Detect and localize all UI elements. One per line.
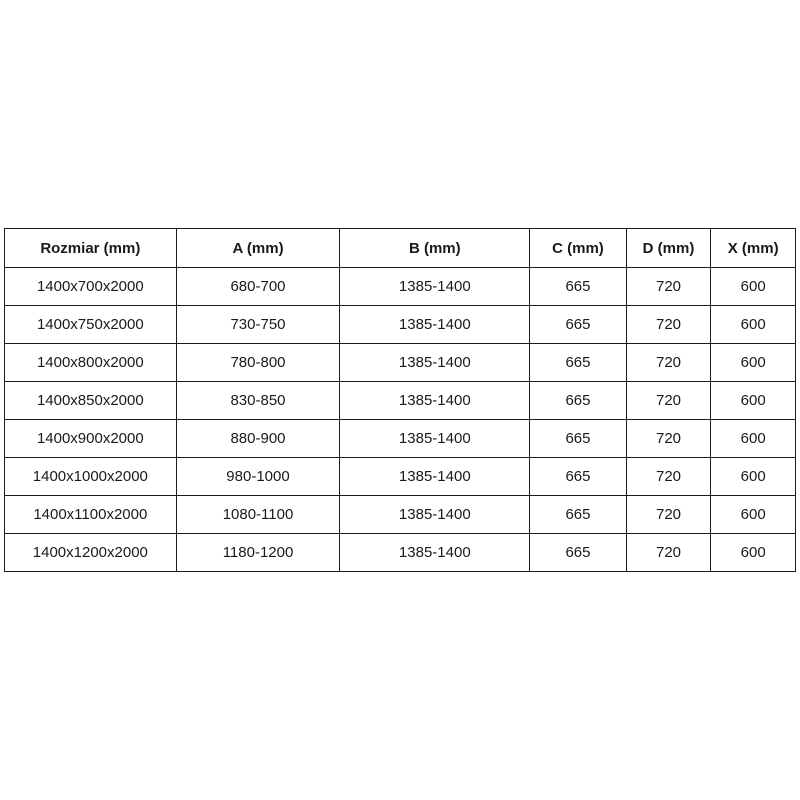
table-cell: 600	[711, 268, 796, 306]
table-cell: 830-850	[176, 382, 340, 420]
table-cell: 600	[711, 496, 796, 534]
table-cell: 730-750	[176, 306, 340, 344]
table-row	[5, 306, 796, 344]
table-row	[5, 496, 796, 534]
table-cell: 1385-1400	[340, 382, 530, 420]
table-cell: 600	[711, 382, 796, 420]
table-cell: 1400x800x2000	[5, 344, 177, 382]
column-header: Rozmiar (mm)	[5, 229, 177, 268]
table-cell: 1400x850x2000	[5, 382, 177, 420]
table-row	[5, 268, 796, 306]
table-cell: 665	[530, 344, 627, 382]
table-cell: 1385-1400	[340, 268, 530, 306]
table-cell: 680-700	[176, 268, 340, 306]
table-row	[5, 420, 796, 458]
table-cell: 600	[711, 458, 796, 496]
table-cell: 665	[530, 420, 627, 458]
table-cell: 880-900	[176, 420, 340, 458]
table-row	[5, 458, 796, 496]
column-header: C (mm)	[530, 229, 627, 268]
table-row	[5, 344, 796, 382]
size-spec-table-container	[4, 228, 796, 572]
column-header: X (mm)	[711, 229, 796, 268]
table-row	[5, 534, 796, 572]
table-cell: 980-1000	[176, 458, 340, 496]
table-cell: 600	[711, 344, 796, 382]
column-header: B (mm)	[340, 229, 530, 268]
table-cell: 1385-1400	[340, 306, 530, 344]
table-cell: 600	[711, 420, 796, 458]
table-cell: 665	[530, 268, 627, 306]
table-cell: 600	[711, 306, 796, 344]
table-cell: 1385-1400	[340, 458, 530, 496]
table-cell: 665	[530, 306, 627, 344]
column-header: A (mm)	[176, 229, 340, 268]
table-cell: 1180-1200	[176, 534, 340, 572]
table-cell: 1400x700x2000	[5, 268, 177, 306]
table-cell: 1385-1400	[340, 420, 530, 458]
table-cell: 720	[626, 268, 711, 306]
table-cell: 780-800	[176, 344, 340, 382]
table-cell: 720	[626, 344, 711, 382]
table-cell: 720	[626, 306, 711, 344]
table-cell: 720	[626, 458, 711, 496]
table-cell: 665	[530, 382, 627, 420]
table-cell: 600	[711, 534, 796, 572]
table-cell: 1385-1400	[340, 496, 530, 534]
table-cell: 1385-1400	[340, 534, 530, 572]
table-cell: 1080-1100	[176, 496, 340, 534]
table-cell: 720	[626, 420, 711, 458]
column-header: D (mm)	[626, 229, 711, 268]
table-cell: 665	[530, 496, 627, 534]
table-header-row	[5, 229, 796, 268]
size-spec-table	[4, 228, 796, 572]
table-cell: 720	[626, 534, 711, 572]
table-cell: 665	[530, 534, 627, 572]
table-cell: 1400x1000x2000	[5, 458, 177, 496]
table-cell: 720	[626, 382, 711, 420]
table-cell: 1400x750x2000	[5, 306, 177, 344]
table-cell: 1400x1200x2000	[5, 534, 177, 572]
table-cell: 1400x1100x2000	[5, 496, 177, 534]
table-cell: 1400x900x2000	[5, 420, 177, 458]
table-cell: 665	[530, 458, 627, 496]
table-cell: 1385-1400	[340, 344, 530, 382]
table-row	[5, 382, 796, 420]
table-cell: 720	[626, 496, 711, 534]
